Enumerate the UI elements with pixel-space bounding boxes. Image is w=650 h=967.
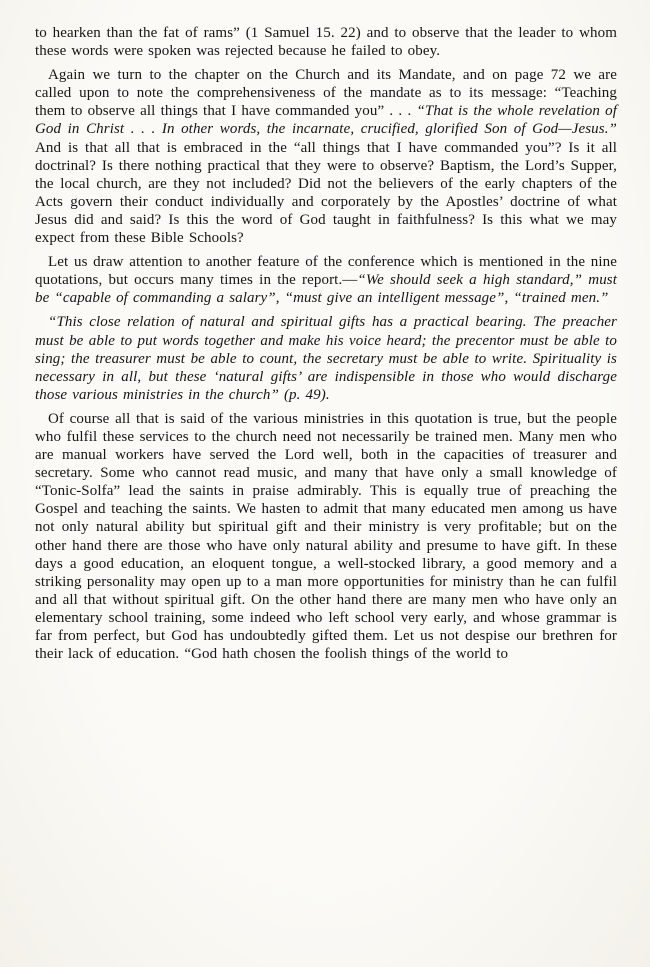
- paragraph-4: [35, 313, 617, 403]
- paragraph-3: [35, 253, 617, 307]
- paragraph-5: [35, 410, 617, 663]
- paragraph-1: [35, 24, 617, 60]
- italic-text-run: “This close relation of natural and spiritual gifts has a practical bearing. The preacher must be able to put words together and make his voice heard; the precentor must be able to sing; the treasurer must be able to count, the secretary must be able to write. Spirituality is necessary in all, but these ‘natural gifts’ are indispensible in those who would discharge those various ministries in the church” (p. 49).: [35, 314, 617, 403]
- text-run: Of course all that is said of the various ministries in this quotation is true, but the people who fulfil these services to the church need not necessarily be trained men. Many men who are manual workers have served the Lord well, both in the capacities of treasurer and secretary. Some who cannot read music, and many that have only a small knowledge of “Tonic-Solfa” lead the saints in praise admirably. This is equally true of preaching the Gospel and teaching the saints. We hasten to admit that many educated men among us have not only natural ability but spiritual gift and their ministry is very profitable; but on the other hand there are those who have only natural ability and presume to have gift. In these days a good education, an eloquent tongue, a well-stocked library, a good memory and a striking personality may open up to a man more opportunities for ministry than he can fulfil and all that without spiritual gift. On the other hand there are many men who have only an elementary school training, some indeed who left school very early, and whose grammar is far from perfect, but God has undoubtedly gifted them. Let us not despise our brethren for their lack of education. “God hath chosen the foolish things of the world to: [35, 410, 617, 663]
- italic-text-run: “That is the whole revelation of God in Christ . . . In other words, the incarnate, crucified, glorified Son of God—Jesus.”: [35, 103, 617, 138]
- page-text: [35, 24, 617, 663]
- text-run: Again we turn to the chapter on the Church and its Mandate, and on page 72 we are called upon to note the comprehensiveness of the mandate as to its message: “Teaching them to observe all things that I have commanded you” . . .: [35, 67, 617, 120]
- text-run: And is that all that is embraced in the “all things that I have commanded you”? Is it all doctrinal? Is there nothing practical that they were to observe? Baptism, the Lord’s Supper, the local church, are they not included? Did not the believers of the early chapters of the Acts govern their conduct individually and corporately by the Apostles’ doctrine of what Jesus did and said? Is this the word of God taught in faithfulness? Is this what we may expect from these Bible Schools?: [35, 139, 617, 247]
- text-run: Let us draw attention to another feature of the conference which is mentioned in the nine quotations, but occurs many times in the report.—: [35, 254, 617, 289]
- paragraph-2: [35, 66, 617, 247]
- text-run: to hearken than the fat of rams” (1 Samuel 15. 22) and to observe that the leader to whom these words were spoken was rejected because he failed to obey.: [35, 25, 617, 60]
- italic-text-run: “We should seek a high standard,” must be “capable of commanding a salary”, “must give an intelligent message”, “trained men.”: [35, 272, 617, 307]
